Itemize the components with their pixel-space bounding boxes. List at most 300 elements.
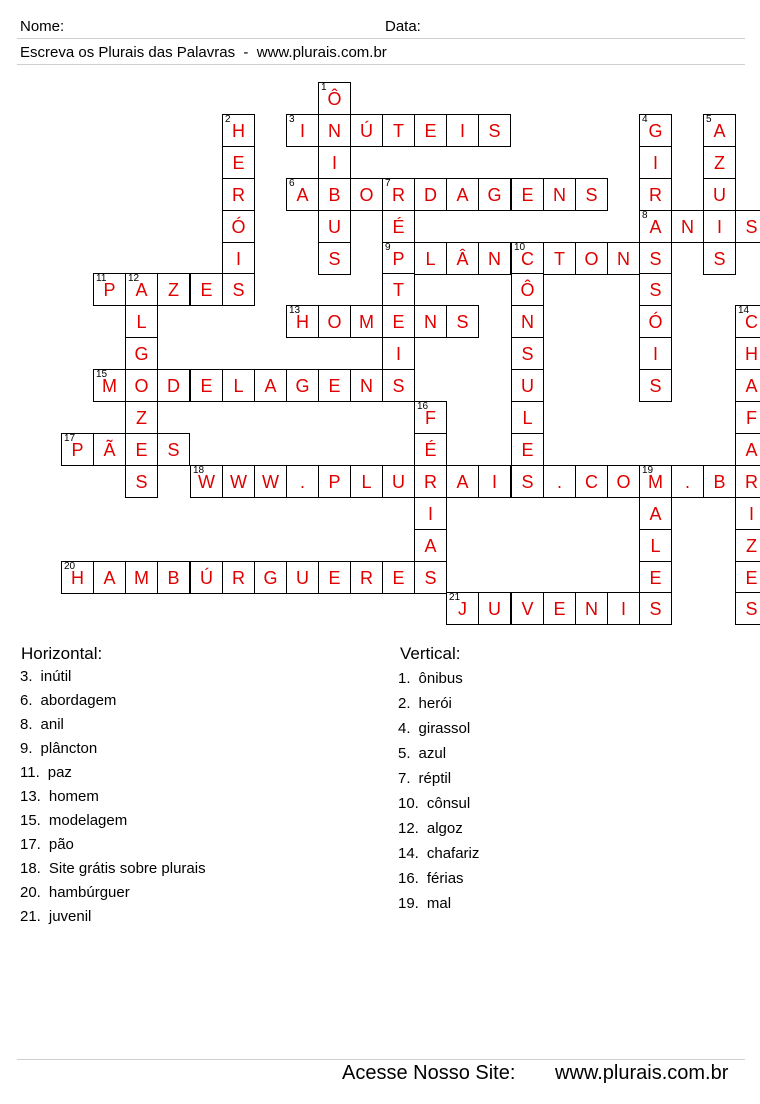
- clue-item: [398, 845, 479, 862]
- clue-number: 7: [385, 178, 391, 189]
- clue-item-text: réptil: [418, 770, 452, 787]
- answer-letter: O: [359, 185, 374, 205]
- answer-letter: E: [392, 568, 405, 588]
- crossword-cell[interactable]: [350, 114, 383, 147]
- crossword-cell[interactable]: [222, 210, 255, 243]
- crossword-cell[interactable]: [254, 465, 287, 498]
- crossword-cell[interactable]: [222, 273, 255, 306]
- crossword-cell[interactable]: [286, 369, 319, 402]
- crossword-cell[interactable]: [543, 465, 576, 498]
- answer-letter: A: [264, 376, 277, 396]
- answer-letter: O: [327, 312, 342, 332]
- crossword-cell[interactable]: [93, 273, 126, 306]
- clue-item-number: 20.: [20, 884, 41, 901]
- answer-letter: M: [134, 568, 149, 588]
- crossword-cell[interactable]: [190, 561, 223, 594]
- crossword-cell[interactable]: [286, 465, 319, 498]
- clue-number: 13: [289, 305, 301, 316]
- clue-item-text: mal: [426, 895, 452, 912]
- clue-number: 20: [64, 561, 76, 572]
- answer-letter: I: [427, 504, 433, 524]
- answer-letter: A: [713, 121, 726, 141]
- answer-letter: .: [556, 472, 562, 492]
- clue-item-text: paz: [47, 764, 72, 781]
- crossword-cell[interactable]: [446, 592, 479, 625]
- clue-item-text: abordagem: [40, 692, 117, 709]
- answer-letter: S: [745, 217, 758, 237]
- clue-number: 21: [449, 592, 461, 603]
- answer-letter: R: [232, 185, 245, 205]
- crossword-cell[interactable]: [414, 465, 447, 498]
- answer-letter: I: [652, 344, 658, 364]
- answer-letter: U: [328, 217, 341, 237]
- crossword-cell[interactable]: [125, 305, 158, 338]
- clue-item: [398, 795, 470, 812]
- clue-number: 14: [738, 305, 750, 316]
- crossword-cell[interactable]: [382, 561, 415, 594]
- crossword-cell[interactable]: [190, 369, 223, 402]
- answer-letter: L: [361, 472, 372, 492]
- answer-letter: I: [748, 504, 754, 524]
- answer-letter: W: [262, 472, 279, 492]
- answer-letter: R: [649, 185, 662, 205]
- crossword-cell[interactable]: [318, 210, 351, 243]
- answer-letter: H: [745, 344, 758, 364]
- answer-letter: S: [488, 121, 501, 141]
- clue-item: [20, 908, 91, 925]
- crossword-cell[interactable]: [414, 178, 447, 211]
- crossword-cell[interactable]: [382, 178, 415, 211]
- answer-letter: R: [232, 568, 245, 588]
- crossword-cell[interactable]: [350, 561, 383, 594]
- answer-letter: A: [456, 185, 469, 205]
- crossword-cell[interactable]: [639, 337, 672, 370]
- crossword-cell[interactable]: [446, 305, 479, 338]
- crossword-cell[interactable]: [703, 210, 736, 243]
- answer-letter: S: [424, 568, 437, 588]
- crossword-cell[interactable]: [318, 114, 351, 147]
- crossword-cell[interactable]: [382, 273, 415, 306]
- clue-number: 17: [64, 433, 76, 444]
- crossword-cell[interactable]: [478, 242, 511, 275]
- clue-item: [398, 745, 446, 762]
- crossword-cell[interactable]: [575, 592, 608, 625]
- clue-item: [398, 820, 463, 837]
- answer-letter: S: [232, 280, 245, 300]
- crossword-cell[interactable]: [222, 114, 255, 147]
- crossword-cell[interactable]: [350, 178, 383, 211]
- clue-item-text: Site grátis sobre plurais: [48, 860, 206, 877]
- clue-item: [398, 720, 470, 737]
- clue-item-number: 10.: [398, 795, 419, 812]
- crossword-cell[interactable]: [735, 497, 760, 530]
- crossword-cell[interactable]: [703, 465, 736, 498]
- crossword-cell[interactable]: [414, 433, 447, 466]
- crossword-cell[interactable]: [414, 305, 447, 338]
- answer-letter: N: [617, 249, 630, 269]
- answer-letter: S: [649, 376, 662, 396]
- answer-letter: B: [328, 185, 341, 205]
- answer-letter: N: [585, 599, 598, 619]
- crossword-cell[interactable]: [125, 337, 158, 370]
- clue-number: 2: [225, 114, 231, 125]
- answer-letter: I: [235, 249, 241, 269]
- crossword-cell[interactable]: [318, 82, 351, 115]
- answer-letter: S: [135, 472, 148, 492]
- answer-letter: Z: [168, 280, 179, 300]
- crossword-cell[interactable]: [414, 242, 447, 275]
- answer-letter: N: [521, 312, 534, 332]
- crossword-cell[interactable]: [446, 178, 479, 211]
- answer-letter: C: [745, 312, 758, 332]
- footer-link[interactable]: www.plurais.com.br: [555, 1062, 729, 1084]
- clue-item: [20, 860, 206, 877]
- crossword-cell[interactable]: [382, 114, 415, 147]
- crossword-cell[interactable]: [735, 337, 760, 370]
- clue-item-number: 8.: [20, 716, 33, 733]
- clue-item-text: hambúrguer: [48, 884, 130, 901]
- crossword-cell[interactable]: [735, 465, 760, 498]
- clue-number: 16: [417, 401, 429, 412]
- crossword-cell[interactable]: [286, 178, 319, 211]
- clue-item: [20, 740, 97, 757]
- clue-item-number: 13.: [20, 788, 41, 805]
- crossword-cell[interactable]: [222, 369, 255, 402]
- crossword-cell[interactable]: [511, 369, 544, 402]
- clue-item-text: juvenil: [48, 908, 92, 925]
- crossword-cell[interactable]: [703, 146, 736, 179]
- clue-number: 12: [128, 273, 140, 284]
- answer-letter: Z: [714, 153, 725, 173]
- crossword-cell[interactable]: [382, 369, 415, 402]
- answer-letter: T: [393, 280, 404, 300]
- crossword-cell[interactable]: [382, 465, 415, 498]
- answer-letter: D: [167, 376, 180, 396]
- answer-letter: I: [395, 344, 401, 364]
- crossword-cell[interactable]: [222, 178, 255, 211]
- answer-letter: A: [135, 280, 148, 300]
- crossword-cell[interactable]: [478, 592, 511, 625]
- answer-letter: E: [232, 153, 245, 173]
- answer-letter: R: [745, 472, 758, 492]
- answer-letter: U: [521, 376, 534, 396]
- crossword-cell[interactable]: [478, 465, 511, 498]
- crossword-cell[interactable]: [318, 561, 351, 594]
- crossword-cell[interactable]: [511, 178, 544, 211]
- crossword-cell[interactable]: [703, 178, 736, 211]
- crossword-cell[interactable]: [478, 178, 511, 211]
- crossword-cell[interactable]: [382, 305, 415, 338]
- answer-letter: N: [553, 185, 566, 205]
- crossword-cell[interactable]: [318, 146, 351, 179]
- name-label: Nome:: [20, 18, 65, 35]
- crossword-cell[interactable]: [61, 561, 94, 594]
- answer-letter: Ó: [648, 312, 663, 332]
- crossword-cell[interactable]: [93, 369, 126, 402]
- crossword-cell[interactable]: [703, 114, 736, 147]
- crossword-cell[interactable]: [671, 465, 704, 498]
- crossword-cell[interactable]: [414, 497, 447, 530]
- crossword-cell[interactable]: [639, 529, 672, 562]
- crossword-cell[interactable]: [157, 561, 190, 594]
- crossword-cell[interactable]: [639, 178, 672, 211]
- answer-letter: Ô: [520, 280, 535, 300]
- crossword-cell[interactable]: [511, 337, 544, 370]
- crossword-cell[interactable]: [318, 465, 351, 498]
- answer-letter: G: [295, 376, 310, 396]
- clue-item-number: 15.: [20, 812, 41, 829]
- clue-item: [398, 870, 464, 887]
- clue-item: [20, 692, 116, 709]
- crossword-cell[interactable]: [222, 561, 255, 594]
- crossword-cell[interactable]: [382, 242, 415, 275]
- clue-item-number: 2.: [398, 695, 411, 712]
- crossword-cell[interactable]: [190, 273, 223, 306]
- crossword-cell[interactable]: [350, 465, 383, 498]
- answer-letter: Z: [136, 408, 147, 428]
- crossword-cell[interactable]: [125, 369, 158, 402]
- crossword-cell[interactable]: [735, 529, 760, 562]
- answer-letter: V: [521, 599, 534, 619]
- answer-letter: U: [713, 185, 726, 205]
- answer-letter: M: [648, 472, 663, 492]
- clue-item-number: 9.: [20, 740, 33, 757]
- answer-letter: J: [458, 599, 467, 619]
- clue-item-text: algoz: [426, 820, 463, 837]
- crossword-cell[interactable]: [511, 242, 544, 275]
- crossword-cell[interactable]: [446, 114, 479, 147]
- crossword-cell[interactable]: [639, 146, 672, 179]
- answer-letter: G: [648, 121, 663, 141]
- crossword-cell[interactable]: [222, 146, 255, 179]
- answer-letter: E: [200, 376, 213, 396]
- crossword-cell[interactable]: [543, 242, 576, 275]
- clue-item: [20, 764, 72, 781]
- crossword-cell[interactable]: [93, 561, 126, 594]
- answer-letter: A: [745, 440, 758, 460]
- answer-letter: E: [200, 280, 213, 300]
- answer-letter: H: [232, 121, 245, 141]
- crossword-cell[interactable]: [511, 401, 544, 434]
- crossword-cell[interactable]: [61, 433, 94, 466]
- clue-number: 5: [706, 114, 712, 125]
- answer-letter: N: [488, 249, 501, 269]
- clue-item: [20, 788, 99, 805]
- crossword-cell[interactable]: [511, 305, 544, 338]
- answer-letter: U: [296, 568, 309, 588]
- answer-letter: R: [392, 185, 405, 205]
- answer-letter: N: [360, 376, 373, 396]
- crossword-cell[interactable]: [639, 305, 672, 338]
- crossword-cell[interactable]: [575, 178, 608, 211]
- clue-item-number: 1.: [398, 670, 411, 687]
- clue-item-text: modelagem: [48, 812, 128, 829]
- answer-letter: S: [456, 312, 469, 332]
- answer-letter: S: [392, 376, 405, 396]
- crossword-cell[interactable]: [671, 210, 704, 243]
- answer-letter: E: [745, 568, 758, 588]
- crossword-cell[interactable]: [125, 401, 158, 434]
- crossword-cell[interactable]: [254, 369, 287, 402]
- answer-letter: F: [746, 408, 757, 428]
- clue-number: 10: [514, 242, 526, 253]
- crossword-cell[interactable]: [735, 369, 760, 402]
- answer-letter: P: [328, 472, 341, 492]
- crossword-cell[interactable]: [286, 114, 319, 147]
- crossword-cell[interactable]: [382, 210, 415, 243]
- crossword-cell[interactable]: [350, 305, 383, 338]
- answer-letter: T: [554, 249, 565, 269]
- answer-letter: É: [424, 440, 437, 460]
- crossword-cell[interactable]: [639, 369, 672, 402]
- crossword-cell[interactable]: [93, 433, 126, 466]
- crossword-cell[interactable]: [639, 497, 672, 530]
- crossword-cell[interactable]: [157, 273, 190, 306]
- answer-letter: S: [649, 249, 662, 269]
- crossword-cell[interactable]: [318, 178, 351, 211]
- crossword-cell[interactable]: [703, 242, 736, 275]
- crossword-cell[interactable]: [735, 592, 760, 625]
- crossword-cell[interactable]: [157, 433, 190, 466]
- answer-letter: S: [167, 440, 180, 460]
- clue-item-text: anil: [40, 716, 64, 733]
- clue-item: [20, 812, 127, 829]
- answer-letter: E: [649, 568, 662, 588]
- answer-letter: A: [745, 376, 758, 396]
- crossword-cell[interactable]: [639, 114, 672, 147]
- crossword-cell[interactable]: [639, 465, 672, 498]
- answer-letter: Ã: [103, 440, 116, 460]
- crossword-cell[interactable]: [125, 561, 158, 594]
- crossword-cell[interactable]: [125, 433, 158, 466]
- answer-letter: Â: [456, 249, 469, 269]
- crossword-cell[interactable]: [350, 369, 383, 402]
- answer-letter: A: [103, 568, 116, 588]
- crossword-cell[interactable]: [735, 305, 760, 338]
- answer-letter: E: [521, 440, 534, 460]
- footer-rule: [17, 1059, 745, 1060]
- answer-letter: Ô: [327, 89, 342, 109]
- crossword-cell[interactable]: [575, 465, 608, 498]
- crossword-cell[interactable]: [382, 337, 415, 370]
- answer-letter: B: [713, 472, 726, 492]
- crossword-cell[interactable]: [286, 305, 319, 338]
- clue-number: 8: [642, 210, 648, 221]
- crossword-cell[interactable]: [318, 369, 351, 402]
- answer-letter: Z: [746, 536, 757, 556]
- crossword-cell[interactable]: [414, 529, 447, 562]
- clue-number: 15: [96, 369, 108, 380]
- crossword-cell[interactable]: [254, 561, 287, 594]
- answer-letter: D: [424, 185, 437, 205]
- crossword-cell[interactable]: [639, 592, 672, 625]
- clue-number: 6: [289, 178, 295, 189]
- crossword-cell[interactable]: [157, 369, 190, 402]
- answer-letter: .: [684, 472, 690, 492]
- clue-item-number: 4.: [398, 720, 411, 737]
- crossword-cell[interactable]: [478, 114, 511, 147]
- clue-item-number: 17.: [20, 836, 41, 853]
- crossword-cell[interactable]: [639, 210, 672, 243]
- crossword-cell[interactable]: [543, 592, 576, 625]
- crossword-cell[interactable]: [607, 465, 640, 498]
- answer-letter: N: [424, 312, 437, 332]
- crossword-cell[interactable]: [190, 465, 223, 498]
- answer-letter: L: [425, 249, 436, 269]
- crossword-cell[interactable]: [222, 242, 255, 275]
- clue-item-text: chafariz: [426, 845, 480, 862]
- crossword-cell[interactable]: [607, 242, 640, 275]
- answer-letter: I: [299, 121, 305, 141]
- crossword-cell[interactable]: [511, 433, 544, 466]
- clue-item-number: 11.: [20, 764, 40, 781]
- clue-item-number: 12.: [398, 820, 419, 837]
- crossword-cell[interactable]: [735, 401, 760, 434]
- crossword-cell[interactable]: [222, 465, 255, 498]
- crossword-cell[interactable]: [318, 242, 351, 275]
- answer-letter: O: [584, 249, 599, 269]
- crossword-cell[interactable]: [575, 242, 608, 275]
- answer-letter: Ó: [231, 217, 246, 237]
- crossword-cell[interactable]: [639, 561, 672, 594]
- clue-item: [398, 670, 463, 687]
- answer-letter: R: [360, 568, 373, 588]
- answer-letter: S: [585, 185, 598, 205]
- clue-item-text: girassol: [418, 720, 471, 737]
- crossword-cell[interactable]: [735, 433, 760, 466]
- crossword-cell[interactable]: [511, 592, 544, 625]
- crossword-cell[interactable]: [511, 273, 544, 306]
- answer-letter: L: [522, 408, 533, 428]
- clue-number: 11: [96, 273, 107, 284]
- clue-number: 4: [642, 114, 648, 125]
- crossword-cell[interactable]: [735, 561, 760, 594]
- crossword-cell[interactable]: [639, 273, 672, 306]
- answer-letter: Ú: [200, 568, 213, 588]
- answer-letter: I: [331, 153, 337, 173]
- clue-item-number: 7.: [398, 770, 411, 787]
- crossword-cell[interactable]: [607, 592, 640, 625]
- crossword-cell[interactable]: [414, 114, 447, 147]
- crossword-cell[interactable]: [735, 210, 760, 243]
- crossword-cell[interactable]: [318, 305, 351, 338]
- crossword-cell[interactable]: [639, 242, 672, 275]
- horizontal-clues-title: Horizontal:: [21, 644, 103, 663]
- answer-letter: A: [296, 185, 309, 205]
- crossword-cell[interactable]: [414, 401, 447, 434]
- crossword-cell[interactable]: [446, 242, 479, 275]
- answer-letter: .: [299, 472, 305, 492]
- answer-letter: S: [713, 249, 726, 269]
- answer-letter: G: [263, 568, 278, 588]
- answer-letter: A: [424, 536, 437, 556]
- crossword-cell[interactable]: [446, 465, 479, 498]
- answer-letter: W: [230, 472, 247, 492]
- crossword-cell[interactable]: [286, 561, 319, 594]
- clue-item-number: 5.: [398, 745, 411, 762]
- answer-letter: U: [392, 472, 405, 492]
- clue-item-number: 14.: [398, 845, 419, 862]
- answer-letter: E: [424, 121, 437, 141]
- answer-letter: I: [620, 599, 626, 619]
- crossword-cell[interactable]: [543, 178, 576, 211]
- answer-letter: C: [585, 472, 598, 492]
- crossword-cell[interactable]: [414, 561, 447, 594]
- clue-item: [398, 770, 451, 787]
- crossword-cell[interactable]: [511, 465, 544, 498]
- crossword-cell[interactable]: [125, 465, 158, 498]
- crossword-cell[interactable]: [125, 273, 158, 306]
